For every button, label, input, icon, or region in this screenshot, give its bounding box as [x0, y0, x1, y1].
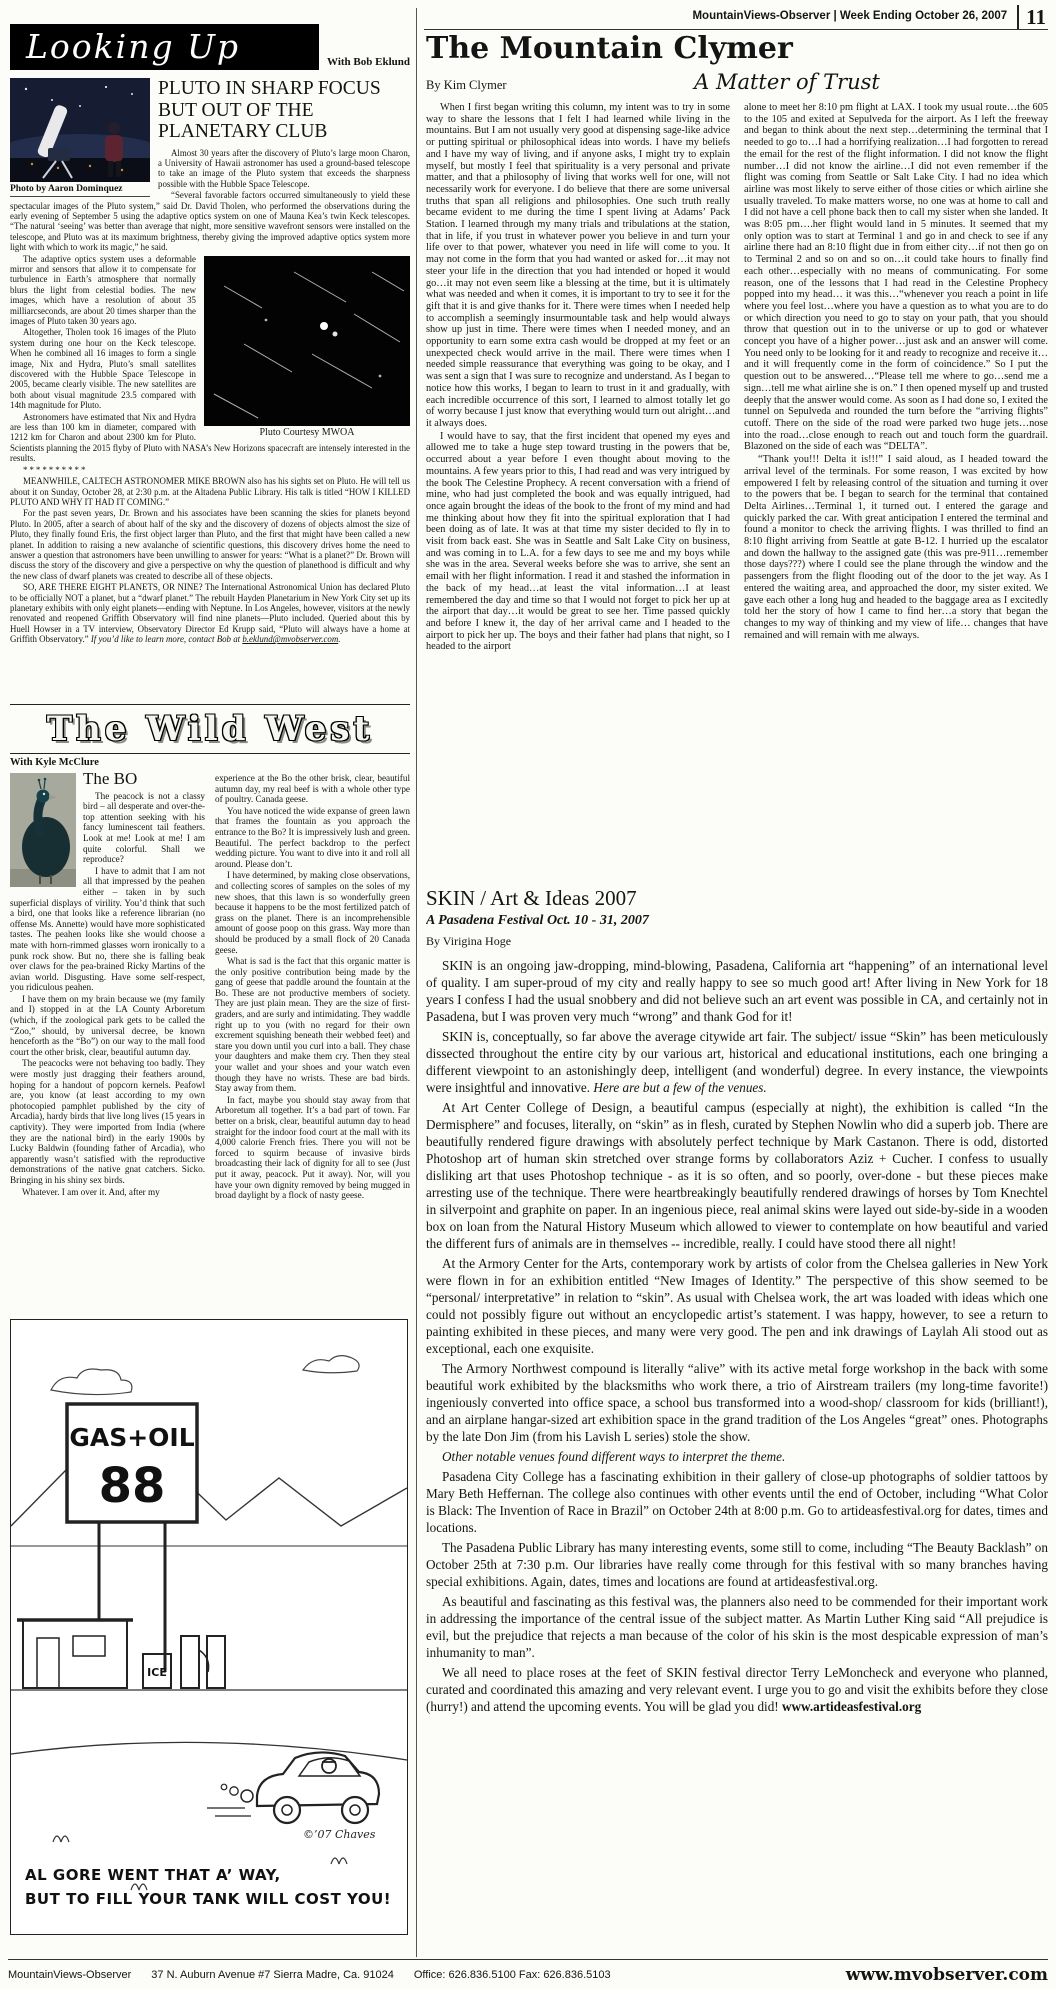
- looking-up-banner-row: [10, 24, 410, 70]
- cartoon-signature: ©’07 Chaves: [303, 1828, 376, 1841]
- footer-website: [846, 1965, 1048, 1985]
- article-paragraph: Pasadena City College has a fascinating exhibition in their gallery of close-up photographs of soldier tattoos by Mary Beth Heffernan. The college also continues with other events until the end of October, including “What Color is Black: The Invention of Race in Brazil” on October 24th at 8:00 p.m. Go to artideasfestival.org for dates, times and locations.: [426, 1469, 1048, 1535]
- skin-headline: SKIN / Art & Ideas 2007: [426, 886, 637, 910]
- telescope-photo-art: [10, 78, 150, 182]
- kyle-mcclure-byline: With Kyle McClure: [10, 757, 99, 768]
- bob-eklund-byline: With Bob Eklund: [327, 56, 410, 68]
- article-paragraph: The Armory Northwest compound is literally “alive” with its active metal forge workshop in the back with some beautiful work exhibited by the blacksmiths who work there, a trio of Airstream trailers (my long-time favorite!) ingeniously converted into office space, a school bus transformed into a wood-shop/ classroom for kids (brilliant!), and an airplane hangar-sized art exhibition space in the grand tradition of the Los Angeles “great” ones. Photographs by the late Don Jim (from his Lavish L series) stole the show.: [426, 1361, 1048, 1444]
- mountain-clymer-body: [426, 102, 1048, 874]
- skin-article: [426, 886, 1048, 1947]
- wild-west-banner: [10, 704, 410, 754]
- article-paragraph: At the Armory Center for the Arts, contemporary work by artists of color from the Chelsea galleries in New York were flown in for an exhibition entitled “New Images of Identity.” The perspective of this show seemed to be “personal/ interpretative” in relation to “skin”. As usual with Chelsea work, the art was loaded with ideas which one could not possibly figure out without an encyclopedic artist’s statement. I was happy, however, to see a return to painting exhibited in these pieces, and many were very good. The pen and ink drawings of Laylah Ali stood out as exceptional, each one exquisite.: [426, 1256, 1048, 1356]
- clymer-column-2: [744, 102, 1048, 874]
- cartoon-caption-line1: AL GORE WENT THAT A’ WAY,: [25, 1866, 281, 1884]
- article-paragraph: SKIN is, conceptually, so far above the average citywide art fair. The subject/ issue “Skin” has been meticulously dissected throughout the entire city by our various art, historical and educational institutions, each one bringing a different viewpoint to an astonishingly deep, intelligent (and wonderful) degree. In every instance, the viewpoints were insightful and innovative. Here are but a few of the venues.: [426, 1029, 1048, 1095]
- article-paragraph: The peacocks were not behaving too badly. They were mostly just dragging their feathers around, hoping for a handout of popcorn kernels. Peafowl are, you know (at least according to my own photocopied pamphlet published by the city of Arcadia), hardy birds that live long lives (15 years in captivity). They were imported from India (where they are the national bird) in the early 1900s by Lucky Baldwin (founding father of Arcadia), who apparently wasn’t satisfied with the reproductive demonstrations of the native gnat catchers. Sicko. Bringing in his shiny sex birds.: [10, 1058, 205, 1185]
- artideasfestival-link[interactable]: www.artideasfestival.org: [782, 1699, 922, 1714]
- wild-west-title: The Wild West: [46, 709, 374, 749]
- article-paragraph: As beautiful and fascinating as this festival was, the planners also need to be commended for their important work in addressing the importance of the central issue of the subject matter. As Martin Luther King said “All prejudice is evil, but the prejudice that rejects a man because of the color of his skin is the most despicable expression of man’s inhumanity to man”.: [426, 1594, 1048, 1660]
- paragraph-text: SO, ARE THERE EIGHT PLANETS, OR NINE? The International Astronomical Union has declared Pluto to be officially NOT a planet, but a “dwarf planet.” The rebuilt Hayden Planetarium in New York City set up its planetary exhibits with only eight planets—ending with Neptune. In Los Angeles, however, visitors at the newly renovated and reopened Griffith Observatory will find nine planets—Pluto included. Queried about this by Huell Howser in a TV interview, Observatory Director Ed Krupp said, “Pluto will always have a home at Griffith Observatory.”: [10, 582, 410, 645]
- article-paragraph: “Several favorable factors occurred simultaneously to yield these spectacular images of the Pluto system,” said Dr. David Tholen, who performed the observations during the early evening of September 5 using the adaptive optics system on one of Mauna Kea’s twin Keck telescopes. “The natural ‘seeing’ was better than average that night, more sensitive wavefront sensors were installed on the telescope, and Pluto was at its maximum brightness, thereby giving the improved adaptive optics system more light with which to work its magic,” he said.: [10, 190, 410, 253]
- article-paragraph: SKIN is an ongoing jaw-dropping, mind-blowing, Pasadena, California art “happening” of an international level of quality. I am super-proud of my city and really happy to see so much good art! After living in New York for 18 years I confess I had the usual snobbery and did not believe such an art event was possible in CA, and certainly not in Pasadena, but I was proven very much “wrong” and thank God for it!: [426, 958, 1048, 1024]
- gas-sign-text: GAS+OIL: [69, 1423, 195, 1452]
- contact-note: If you’d like to learn more, contact Bob at b.eklund@mvobserver.com.: [90, 634, 341, 645]
- website-link[interactable]: www.mvobserver.com: [845, 1965, 1048, 1985]
- article-paragraph: experience at the Bo the other brisk, clear, beautiful autumn day, my real beef is with a whole other type of poultry. Canada geese.: [215, 773, 410, 805]
- bo-headline: The BO: [83, 773, 138, 788]
- article-paragraph: At Art Center College of Design, a beautiful campus (especially at night), the exhibition is called “In the Dermisphere” and focuses, literally, on “skin” as in flesh, curated by Stephen Nowlin who did a superb job. There are beautifully rendered figure drawings with absolutely perfect technique by Mark Castanon. There is odd, distorted Photoshop art of human skin stretched over strange forms by collaborators Aziz + Cucher. I confess to usually disliking art that uses Photoshop technique - as it is so often, and so poorly, over-done - but these pieces make arresting use of the technique. There were heartbreakingly beautifully rendered drawings of horses by Tom Knechtel in silverpoint and graphite on paper. In an ingenious piece, real animal skins were layed out side-by-side in a wooden box on loan from the Natural History Museum which allowed to viewer to contemplate on how beautiful and varied the different furs of animals are in themselves -- incredible, really. I could have stood there all night!: [426, 1100, 1048, 1251]
- telescope-photo: [10, 78, 150, 182]
- skin-subtitle: A Pasadena Festival Oct. 10 - 31, 2007: [426, 913, 649, 928]
- email-link[interactable]: b.eklund@mvobserver.com: [242, 634, 339, 645]
- cartoon-art: [11, 1320, 407, 1934]
- peacock-photo: [10, 773, 76, 887]
- article-paragraph: MEANWHILE, CALTECH ASTRONOMER MIKE BROWN also has his sights set on Pluto. He will tell us about it on Sunday, October 28, at 2:30 p.m. at the Altadena Public Library. His talk is titled “HOW I KILLED PLUTO AND WHY IT HAD IT COMING.”: [10, 476, 410, 507]
- left-column: [10, 24, 410, 1958]
- kim-clymer-byline: By Kim Clymer: [426, 78, 507, 92]
- pluto-image-art: [204, 256, 410, 426]
- mountain-clymer-headline: The Mountain Clymer: [426, 32, 793, 66]
- bo-column-2: [215, 773, 410, 1309]
- pluto-article: [10, 78, 410, 698]
- column-divider: [416, 8, 417, 1957]
- article-paragraph: I have them on my brain because we (my family and I) stopped in at the LA County Arboretum (which, if the zoological park gets to be called the “Zoo,” should, by universal decree, be known henceforth as the “Bo”) on our way to the mall food court the other brisk, clear, beautiful autumn day.: [10, 993, 205, 1057]
- telescope-photo-block: [10, 78, 150, 197]
- masthead-title: MountainViews-Observer | Week Ending October 26, 2007: [692, 10, 1008, 22]
- pluto-image: [204, 256, 410, 426]
- article-paragraph: The peacock is not a classy bird – all desperate and over-the-top attention seeking with his fancy luminescent tail feathers. Look at me! Look at me! I am quite colorful. Shall we reproduce?: [83, 790, 205, 865]
- footer-paper-name: MountainViews-Observer: [8, 1969, 132, 1981]
- footer-address-block: [8, 1969, 611, 1981]
- article-paragraph: The Pasadena Public Library has many interesting events, some still to come, including “The Beauty Backlash” on October 25th at 7:30 p.m. Our libraries have really come through for this festival with so many branches having special exhibitions. Again, dates, times and locations are found at artideasfestival.org.: [426, 1540, 1048, 1589]
- matter-of-trust-subtitle: A Matter of Trust: [694, 70, 880, 94]
- right-column: [426, 32, 1048, 1954]
- peacock-art: [10, 773, 76, 887]
- article-paragraph: In fact, maybe you should stay away from that Arboretum all together. It’s a bad part of town. Far better on a brisk, clear, beautiful autumn day to head straight for the indoor food court at the mall with its 4,000 calorie French fries. There you will not be forced to squirm because of invasive birds broadcasting their lack of dignity for all to see (Just put it away, peacock. Put it away). Nor, will you have your own dignity removed by being mugged in broad daylight by a flock of nasty geese.: [215, 1094, 410, 1201]
- page-number: 11: [1017, 5, 1046, 29]
- article-paragraph: [10, 582, 410, 644]
- clymer-column-1: [426, 102, 730, 874]
- article-paragraph: I would have to say, that the first incident that opened my eyes and allowed me to take a huge step toward trusting in the powers that be, occurred about a year before I even thought about moving to the mountains. A few years prior to this, I had read and was very intrigued by the book The Celestine Prophecy. A recent conversation with a friend of mine, who had just completed the book and was equally intrigued, had once again brought the ideas of the book to the front of my mind and had me thinking about how they fit into the spiritual exploration that I had been doing as of late. It was at that time my sister decided to fly in to visit from back east. She was in Seattle and Salt Lake City on business, and was coming in to L.A. for a few days to see me and my boys while she was in the area. Several weeks before she was to arrive, she sent an email with her flight information. I read it and stashed the information in the back of my head…at least the vital information…I at least remembered the day and time so that I would not forget to pick her up at the airport that day…it would be great to see her. Time passed quickly and before I knew it, the day of her arrival came and I headed to the airport to pick her up. The boys and their father had plans that night, so I headed to the airport: [426, 430, 730, 653]
- pluto-headline: PLUTO IN SHARP FOCUS BUT OUT OF THE PLANETARY CLUB: [158, 78, 381, 142]
- article-paragraph: alone to meet her 8:10 pm flight at LAX. I took my usual route…the 605 to the 105 and exited at Sepulveda for the airport. As I left the freeway and began to think about the next step…determining the terminal that I needed to go to…I had a horrifying realization…I had forgotten to reread the email for the rest of the flight information. I did not know the flight number…I did not know the airline…I did not even remember if the flight was coming from Seattle or Salt Lake City. I had no idea which airline was most likely to serve either of those cities or which airline she usually traveled. To make matters worse, no one was at home to call and I did not have a cell phone back then to call my sister when she landed. It was 8:05 pm….her flight would land in 5 minutes. It seemed that my only option was to start at Terminal 1 and go in and check to see if any airline there had an 8:10 flight due in from either city…if not then go on to Terminal 2 and so on and so on…it could take hours to finally find each other…especially with no means of communicating. For some reason, one of the lessons that I had read in the Celestine Prophecy popped into my head… it was this…“whenever you reach a point in life where you feel lost…where you have a question as to what you are to do or which direction you need to go to stay on your path, that you should throw that question out in to the universe or up to god or whatever concept you have of a higher power…just ask and an answer will come. You need only to be looking for it and ready to recognize and receive it…and it will frequently come in the form of coincidence.” So I put the question out to be answered…“Please tell me where to go…send me a sign…tell me what airline she is on.” I then opened myself up and trusted deeply that the answer would come. As soon as I had done so, I exited the tunnel on Sepulveda and rounded the turn before the “arriving flights” cutoff. There on the side of the road were parked two huge jets…nose into the road…close enough to reach out and touch form the guardrail. Blazoned on the side of each was “DELTA”.: [744, 102, 1048, 453]
- masthead-rule: [424, 29, 1048, 30]
- photo-credit: Photo by Aaron Dominquez: [10, 182, 150, 197]
- article-paragraph: “Thank you!!! Delta it is!!!” I said aloud, as I headed toward the arrival level of the terminals. For some reason, I was excited by how empowered I felt by releasing control of the situation and turning it over to the powers that be. I began to search for the terminal that contained Delta Airlines…Terminal 1, it turned out. I entered the garage and quickly parked the car. With great anticipation I entered the terminal and found a monitor to check the arriving flights. I was thrilled to find an 8:10 flight arriving from Seattle at gate B-12. I hurried up the escalator and down the hallway to the assigned gate (this was pre-911…remember those days???) where I could see the plane through the window and the passengers from the flight flooding out of the door to the jet way. As I entered the waiting area, and approached the door, my sister exited. We gave each other a long hug and headed to the baggage area as I excitedly told her the story of how I came to find her…a story that began the changes to my way of thinking and my view of life… changes that have remained and will remain with me always.: [744, 454, 1048, 641]
- article-paragraph: I have determined, by making close observations, and collecting scores of samples on the soles of my new shoes, that this lawn is so wonderfully green because it happens to be the most fertilized patch of grass on the planet. There is an incomprehensible amount of goose poop on this grass. Way more than should be produced by a small flock of 20 Canada geese.: [215, 870, 410, 955]
- masthead: [430, 5, 1046, 29]
- section-separator: **********: [23, 464, 88, 475]
- article-paragraph: We all need to place roses at the feet of SKIN festival director Terry LeMoncheck and everyone who planned, curated and coordinated this amazing and very relevant event. I urge you to go and visit the exhibits before they close (hurry!) and attend the upcoming events. You will be glad you did! www.artideasfestival.org: [426, 1665, 1048, 1714]
- skin-body: [426, 957, 1048, 1947]
- article-paragraph: For the past seven years, Dr. Brown and his associates have been scanning the skies for planets beyond Pluto. In 2005, after a search of about half of the sky and the discovery of dozens of objects almost the size of Pluto, they finally found Eris, the first object larger than Pluto, and the first that might have been called a new planet. In addition to raising a new avalanche of scientific questions, this discovery drives home the need to answer a question that astronomers have been unwilling to answer for years: “What is a planet?” Dr. Brown will discuss the story of the discovery and give a perspective on why the question of planethood is difficult and why the new class of dwarf planets was created to describe all of these objects.: [10, 508, 410, 581]
- article-paragraph: What is sad is the fact that this organic matter is the only positive contribution being made by the gang of geese that paddle around the fountain at the Bo. These are not productive members of society. They are just plain mean. They are the size of first- graders, and are surly and intimidating. They waddle right up to you (with no regard for their own excrement squishing beneath their webbed feet) and stare you down until you curl into a ball. They chase your daughters and make them cry. Then they steal your wallet and your shoes and your watch even though they have no wrists. These are bad birds. Stay away from them.: [215, 956, 410, 1094]
- article-paragraph: Almost 30 years after the discovery of Pluto’s large moon Charon, a University of Hawaii astronomer has used a ground-based telescope to take an image of the Pluto system that exceeds the sharpness possible with the Hubble Space Telescope.: [158, 147, 410, 189]
- pluto-image-caption: Pluto Courtesy MWOA: [259, 426, 355, 438]
- article-paragraph: Whatever. I am over it. And, after my: [22, 1186, 160, 1197]
- footer-address: 37 N. Auburn Avenue #7 Sierra Madre, Ca. 91024: [151, 1969, 394, 1981]
- mountain-clymer-byline-row: [426, 70, 1048, 94]
- article-paragraph: Altogether, Tholen took 16 images of the Pluto system during one hour on the Keck telescope. When he combined all 16 images to form a single image, Nix and Hydra, Pluto’s small satellites discovered with the Hubble Space Telescope in 2005, became clearly visible. The new satellites are both about visual magnitude 23.5 compared with 14th magnitude for Pluto.: [10, 327, 196, 411]
- bo-column-1: [10, 773, 205, 1309]
- article-paragraph: Other notable venues found different ways to interpret the theme.: [442, 1449, 786, 1464]
- looking-up-banner: Looking Up: [10, 24, 319, 70]
- article-paragraph: The adaptive optics system uses a deformable mirror and sensors that allow it to compensate for turbulence in Earth’s atmosphere that normally blurs the light from celestial bodies. The new images, which have a resolution of about 35 milliarcseconds, are about 20 times sharper than the images of Pluto taken 30 years ago.: [10, 253, 196, 326]
- pluto-image-block: [204, 256, 410, 438]
- cartoon-caption-line2: BUT TO FILL YOUR TANK WILL COST YOU!: [25, 1890, 392, 1908]
- gas-sign-price: 88: [98, 1458, 166, 1514]
- venues-note: Here are but a few of the venues.: [593, 1080, 767, 1095]
- ice-box-label: ICE: [147, 1666, 167, 1679]
- bo-article: [10, 773, 410, 1309]
- footer: [8, 1959, 1048, 1986]
- article-paragraph: When I first began writing this column, my intent was to try in some way to share the lessons that I felt I had learned while living in the mountains. But I am not usually very good at dispensing sage-like advice or putting spiritual or philosophical ideas into words. I have my beliefs and I have my way of living, and if anyone asks, I might try to explain myself, but mostly I feel that spirituality is a very personal and private matter, and that a philosophy of living that works well for one, will not necessarily work for everyone. I do believe that there are some universal truths that span all religions and philosophies. One such truth really became evident to me during the time I spent living at Adams’ Pack Station. I learned through my many trials and tribulations at the station, that in life, if you trust in whatever power you believe in and turn your life over to that power, whatever you need in life will come to you. It may not come in the form that you had wanted or asked for…it may not steer your life in the direction that you had intended or hoped it would go…it may not even seem like a blessing at the time, but it is ultimately what was needed and when it comes, it is important to try to see it for the gift that it is and give thanks for it. There were times when I needed help to accomplish a seemingly insurmountable task and help would always show up just in time. There were times when I needed money, and an opportunity to earn some extra cash would be dropped at my feet or an unexpected check would arrive in the mail. There were times when I needed simple reassurance that everything was going to be okay, and I was sent a sign that I was sure to recognize and understand. As I began to notice how this works, I began to learn to trust in it and gradually, with each incredible occurrence of this sort, I learned to almost totally let go of worry because I just know that everything would turn out alright…and it always does.: [426, 102, 730, 429]
- virginia-hoge-byline: By Virigina Hoge: [426, 934, 512, 948]
- footer-contact: Office: 626.836.5100 Fax: 626.836.5103: [413, 1969, 611, 1981]
- cartoon-illustration: [10, 1319, 408, 1935]
- article-paragraph: You have noticed the wide expanse of green lawn that frames the fountain as you approach the entrance to the Bo? It is impressively lush and green. Beautiful. The perfect backdrop to the perfect wedding picture. You want to dive into it and roll all around. Please don’t.: [215, 805, 410, 869]
- article-paragraph: I have to admit that I am not all that impressed by the peahen either – taken in by such superficial displays of virility. You’d think that such a bird, one that looks like a reference librarian (no offense Ms. Annette) would have more sophisticated tastes. The peahen looks like she would choose a mate with horn-rimmed glasses worn ironically to a punk rock show. But no, there she is falling beak over claws for the pea-brained Ricky Martins of the avian world. Disgusting. Have some self-respect, you ridiculous peahen.: [10, 865, 205, 993]
- article-paragraph: Astronomers have estimated that Nix and Hydra are less than 100 km in diameter, compared with 1212 km for Charon and about 2300 km for Pluto. Scientists planning the 2015 flyby of Pluto with NASA’s New Horizons spacecraft are intensely interested in the results.: [10, 411, 410, 464]
